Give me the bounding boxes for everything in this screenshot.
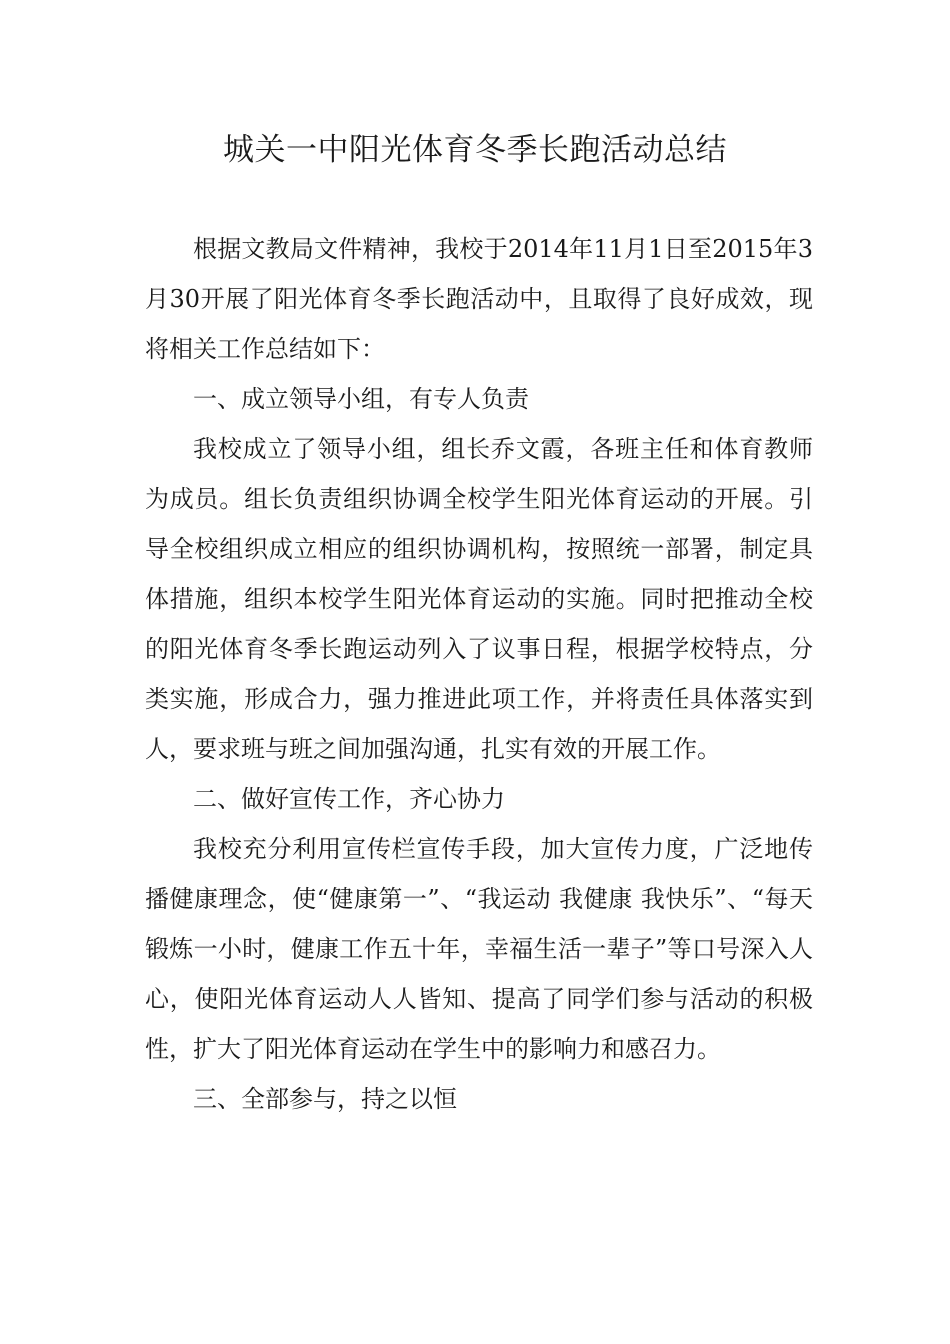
document-title: 城关一中阳光体育冬季长跑活动总结 <box>223 132 727 168</box>
paragraph-intro: 根据文教局文件精神，我校于2014年11月1日至2015年3月30开展了阳光体育冬季长跑活动中，且取得了良好成效，现将相关工作总结如下： <box>145 235 813 363</box>
document-body <box>145 224 813 1124</box>
paragraph-section-1: 我校成立了领导小组，组长乔文霞，各班主任和体育教师为成员。组长负责组织协调全校学生阳光体育运动的开展。引导全校组织成立相应的组织协调机构，按照统一部署，制定具体措施，组织本校学生阳光体育运动的实施。同时把推动全校的阳光体育冬季长跑运动列入了议事日程，根据学校特点，分类实施，形成合力，强力推进此项工作，并将责任具体落实到人，要求班与班之间加强沟通，扎实有效的开展工作。 <box>145 435 813 763</box>
section-heading-3: 三、全部参与，持之以恒 <box>193 1085 457 1113</box>
paragraph-section-2: 我校充分利用宣传栏宣传手段，加大宣传力度，广泛地传播健康理念，使“健康第一”、“我运动 我健康 我快乐”、“每天锻炼一小时，健康工作五十年，幸福生活一辈子”等口号深入人心，使阳光体育运动人人皆知、提高了同学们参与活动的积极性，扩大了阳光体育运动在学生中的影响力和感召力。 <box>145 835 813 1063</box>
section-heading-1: 一、成立领导小组，有专人负责 <box>193 385 529 413</box>
section-heading-2: 二、做好宣传工作，齐心协力 <box>193 785 505 813</box>
